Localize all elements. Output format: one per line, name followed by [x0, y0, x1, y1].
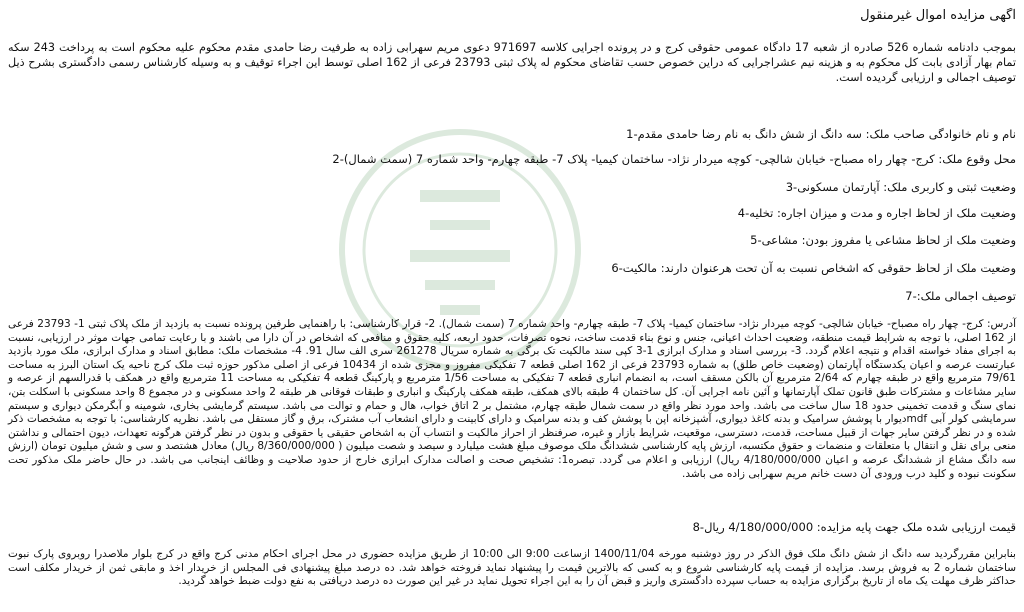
description-paragraph: آدرس: کرج- چهار راه مصباح- خیابان شالچی- کوچه میردار نژاد- ساختمان کیمیا- پلاک 7- طبقه چهارم- واحد شماره 7 (سمت شمال). 2- قرار کارشناسی: با راهنمایی طرفین پرونده نسبت به بازدید از ملک پلاک ثبتی 1- 23793 فرعی از 162 اصلی، با توجه به شرایط قیمت منطقه، وضعیت احداث اعیانی، جنس و نوع بناء قدمت ساخت، نحوه تصرفات، حدود اربعه، کلیه حقوق و منافعی که اشخاص در آن دارا می باشند و با رعایت تمامی جهات موثر در ارزیابی، نسبت به اجرای مفاد خواسته اقدام و نتیجه اعلام گردد. 3- بررسی اسناد و مدارک ابرازی 1-3 کپی سند مالکیت تک برگی به شماره سریال 261278 سری الف سال 91. 4- مشخصات ملک: مطابق اسناد و مدارک ابرازی، ملک مورد بازدید عبارتست عرصه و اعیان یکدستگاه آپارتمان (وضعیت خاص طلق) به شماره 23793 فرعی از 162 اصلی قطعه 7 تفکیکی مفروز و مجزی شده از 10434 فرعی از اصلی مذکور حوزه ثبت ملک کرج ناحیه یک استان البرز به مساحت 79/61 مترمربع واقع در طبقه چهارم که 2/64 مترمربع آن بالکن مسقف است، به انضمام انباری قطعه 7 تفکیکی به مساحت 1/56 مترمربع و پارکینگ قطعه 4 تفکیکی به مساحت 11 مترمربع واقع در همکف با قدرالسهم از عرصه و سایر مشاعات و مشترکات طبق قانون تملک آپارتمانها و آئین نامه اجرایی آن. کل ساختمان 4 طبقه بالای همکف، طبقه همکف پارکینگ و انباری و طبقات فوقانی هر طبقه 2 واحد مسکونی و در مجموع 8 واحد مسکونی با اسکلت بتن، نمای سنگ و قدمت تخمینی حدود 18 سال ساخت می باشد. واحد مورد نظر واقع در سمت شمال طبقه چهارم، مشتمل بر 2 اتاق خواب، هال و حمام و توالت می باشد. سیستم گرمایشی بخاری، شومینه و آبگرمکن دیواری و سیستم سرمایشی کولر آبی mdfدیوار با پوشش سرامیک و بدنه کاغذ دیواری، آشپزخانه اپن با پوشش کف و بدنه سرامیک و دارای کابینت و دارای انشعاب آب مشترک، برق و گاز مستقل می باشد. نظریه کارشناسی: با توجه به مشخصات ذکر شده و در نظر گرفتن سایر جهات از قبیل مساحت، قدمت، دسترسی، موقعیت، شرایط بازار و غیره، صرفنظر از احراز مالکیت و انتساب آن به اشخاص حقیقی یا حقوقی و بدون در نظر گرفتن هرگونه تعهدات، دیون احتمالی و نداشتن منعی برای نقل و انتقال با متعلقات و منضمات و حقوق مکتسبه، ارزش پایه کارشناسی ششدانگ ملک موصوف مبلغ هشت میلیارد و سیصد و شصت میلیون ( 8/360/000/000 ریال) معادل هشتصد و سی و شش میلیون تومان (ارزش سه دانگ مشاع از ششدانگ عرصه و اعیان 4/180/000/000 ریال) ارزیابی و اعلام می گردد. تبصره1: تشخیص صحت و اصالت مدارک ابرازی خارج از حدود صلاحیت و وظائف اینجانب می باشد. در حال حاضر ملک مذکور تحت سکونت نبوده و کلید درب ورودی آن دست خانم مریم سهرابی زاده می باشد.	[8, 318, 1017, 480]
item-registration: وضعیت ثبتی و کاربری ملک: آپارتمان مسکونی-3	[785, 180, 1016, 194]
notice-title: آگهی مزایده اموال غیرمنقول	[860, 8, 1016, 23]
intro-paragraph: بموجب دادنامه شماره 526 صادره از شعبه 17 دادگاه عمومی حقوقی کرج و در پرونده اجرایی کلاسه 971697 دعوی مریم سهرابی زاده به طرفیت رضا حامدی مقدم محکوم علیه محکوم است به پرداخت 243 سکه تمام بهار آزادی بابت کل محکوم به و هزینه نیم عشراجرایی که دراین خصوص حسب تقاضای محکوم له پلاک ثبتی 23793 فرعی از 162 اصلی توسط این اجراء توقیف و به وسیله کارشناس رسمی دادگستری بشرح ذیل توصیف اجمالی و ارزیابی گردیده است.	[8, 41, 1016, 85]
item-legal: وضعیت ملک از لحاظ حقوقی که اشخاص نسبت به آن تحت هرعنوان دارند: مالکیت-6	[611, 261, 1016, 275]
item-description-heading: توصیف اجمالی ملک:-7	[905, 289, 1016, 303]
item-owner: نام و نام خانوادگی صاحب ملک: سه دانگ از شش دانگ به نام رضا حامدی مقدم-1	[626, 127, 1016, 141]
item-location: محل وقوع ملک: کرج- چهار راه مصباح- خیابان شالچی- کوچه میردار نژاد- ساختمان کیمیا- پلاک 7- طبقه چهارم- واحد شماره 7 (سمت شمال)-2	[332, 152, 1016, 166]
closing-paragraph: بنابراین مقررگردید سه دانگ از شش دانگ ملک فوق الذکر در روز دوشنبه مورخه 1400/11/04 ازساعت 9:00 الی 10:00 از طریق مزایده حضوری در محل اجرای احکام مدنی کرج واقع در کرج بلوار ملاصدرا روبروی پارک نبوت ساختمان شماره 2 به فروش برسد. مزایده از قیمت پایه کارشناسی شروع و به کسی که بالاترین قیمت را پیشنهاد نماید فروخته خواهد شد. ده درصد مبلغ پیشنهادی فی المجلس از خریدار اخذ و مابقی ثمن از خریدار مکلف است حداکثر ظرف مهلت یک ماه از تاریخ برگزاری مزایده به حساب سپرده دادگستری واریز و قبض آن را به این اجراء تحویل نماید در غیر این صورت ده درصد دریافتی به نفع دولت ضبط خواهد گردید.	[8, 548, 1016, 588]
price-line: قیمت ارزیابی شده ملک جهت پایه مزایده: 4/180/000/000 ریال-8	[692, 520, 1016, 534]
item-lease: وضعیت ملک از لحاظ اجاره و مدت و میزان اجاره: تخلیه-4	[737, 206, 1016, 220]
item-shared: وضعیت ملک از لحاظ مشاعی یا مفروز بودن: مشاعی-5	[750, 233, 1016, 247]
